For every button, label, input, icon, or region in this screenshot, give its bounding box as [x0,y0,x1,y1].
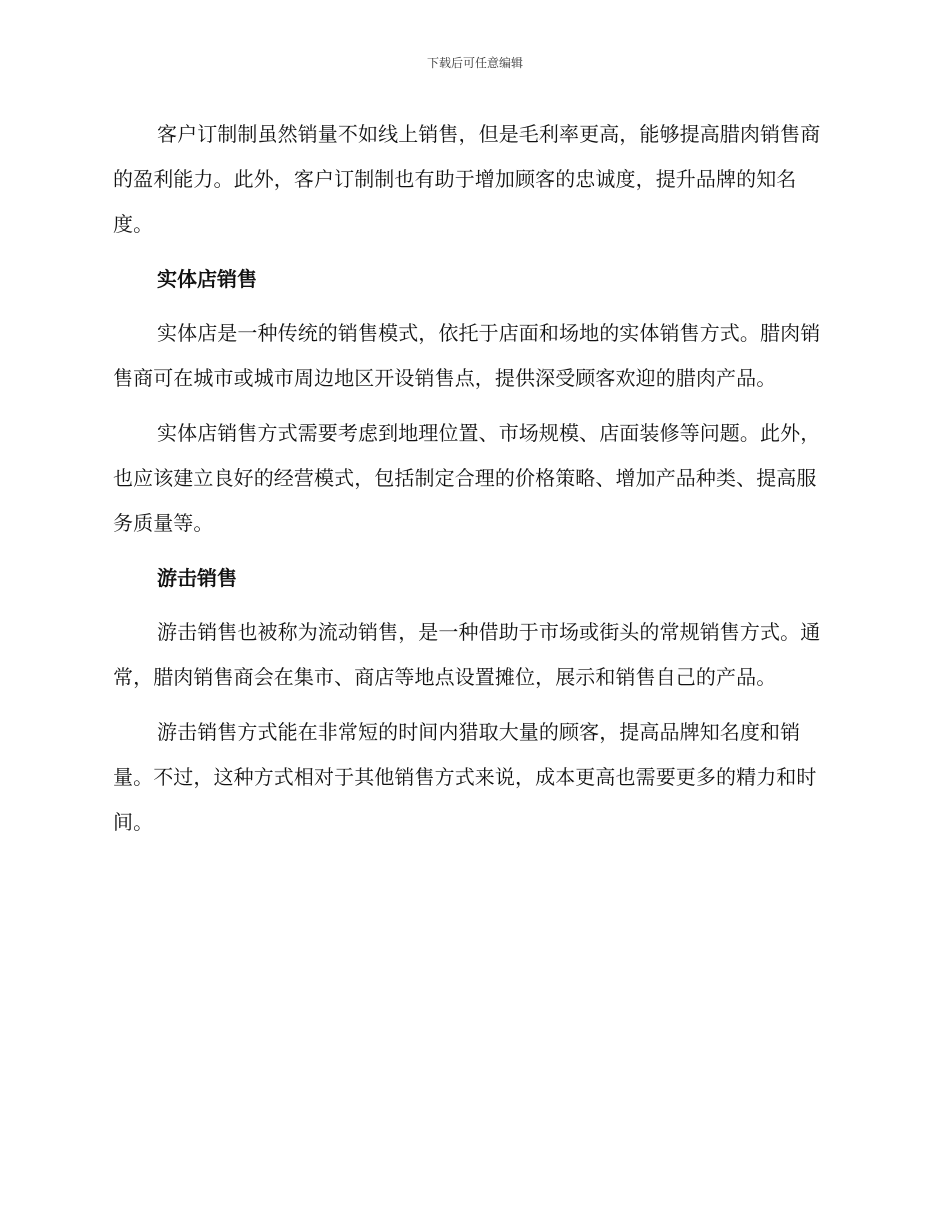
section-heading-physical-store: 实体店销售 [157,267,257,291]
paragraph-mobile-sales-pros-cons: 游击销售方式能在非常短的时间内猎取大量的顾客，提高品牌知名度和销量。不过，这种方式相对于其他销售方式来说，成本更高也需要更多的精力和时间。 [113,720,817,834]
paragraph-mobile-sales-intro: 游击销售也被称为流动销售，是一种借助于市场或街头的常规销售方式。通常，腊肉销售商会在集市、商店等地点设置摊位，展示和销售自己的产品。 [113,620,821,689]
section-heading-mobile-sales: 游击销售 [157,566,237,590]
paragraph-physical-store-considerations: 实体店销售方式需要考虑到地理位置、市场规模、店面装修等问题。此外，也应该建立良好的经营模式，包括制定合理的价格策略、增加产品种类、提高服务质量等。 [113,421,821,535]
header-note: 下载后可任意编辑 [426,56,523,70]
document-body [113,112,833,855]
paragraph-physical-store-intro: 实体店是一种传统的销售模式，依托于店面和场地的实体销售方式。腊肉销售商可在城市或城市周边地区开设销售点，提供深受顾客欢迎的腊肉产品。 [113,321,821,390]
paragraph-custom-order: 客户订制制虽然销量不如线上销售，但是毛利率更高，能够提高腊肉销售商的盈利能力。此外，客户订制制也有助于增加顾客的忠诚度，提升品牌的知名度。 [113,122,821,236]
